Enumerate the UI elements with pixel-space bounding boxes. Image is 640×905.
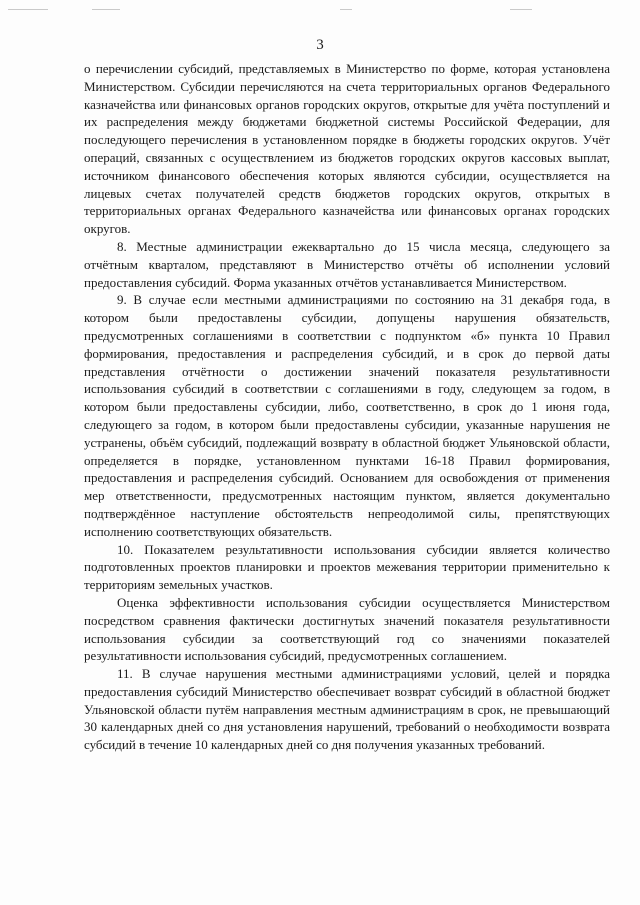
- paragraph-9: 9. В случае если местными администрациями по состоянию на 31 декабря года, в котором были предоставлены субсидии, допущены нарушения обязательств, предусмотренных соглашениями в соответствии с подпунктом «б» пункта 10 Правил формирования, предоставления и распределения субсидий, и в срок до первой даты представления отчётности о достижении значений показателя результативности использования субсидий в соответствии с соглашениями в году, следующем за годом, в котором были предоставлены субсидии, либо, соответственно, в срок до 1 июня года, следующего за годом, в котором были предоставлены субсидии, указанные нарушения не устранены, объём субсидий, подлежащий возврату в областной бюджет Ульяновской области, определяется в порядке, установленном пунктами 16-18 Правил формирования, предоставления и распределения субсидий. Основанием для освобождения от применения мер ответственности, предусмотренных настоящим пунктом, является документально подтверждённое наступление обстоятельств непреодолимой силы, препятствующих исполнению соответствующих обязательств.: [84, 292, 610, 539]
- scan-artifact: [8, 9, 48, 10]
- scan-artifact: [92, 9, 120, 10]
- paragraph-8: 8. Местные администрации ежеквартально до 15 числа месяца, следующего за отчётным кварталом, представляют в Министерство отчёты об исполнении условий предоставления субсидий. Форма указанных отчётов устанавливается Министерством.: [84, 238, 610, 290]
- scan-artifact: [510, 9, 532, 10]
- paragraph-subsidies-list-continued: о перечислении субсидий, представляемых в Министерство по форме, которая установлена Министерством. Субсидии перечисляются на счета территориальных органов Федерального казначейства или финансовых органов городских округов, открытые для учёта поступлений и их распределения между бюджетами бюджетной системы Российской Федерации, для последующего перечисления в установленном порядке в бюджеты городских округов. Учёт операций, связанных с осуществлением из бюджетов городских округов кассовых выплат, источником финансового обеспечения которых являются субсидии, осуществляется на лицевых счетах получателей средств бюджетов городских округов, открытых в территориальных органах Федерального казначейства или финансовых органах городских округов.: [84, 61, 610, 237]
- document-body: [84, 60, 610, 754]
- page-number: 3: [316, 37, 324, 53]
- paragraph-10-evaluation: Оценка эффективности использования субсидии осуществляется Министерством посредством сравнения фактически достигнутых значений показателя результативности использования субсидии за соответствующий год со значениями показателей результативности использования субсидий, предусмотренных соглашением.: [84, 594, 610, 664]
- paragraph-10: 10. Показателем результативности использования субсидии является количество подготовленных проектов планировки и проектов межевания территории применительно к территориям земельных участков.: [84, 541, 610, 593]
- paragraph-11: 11. В случае нарушения местными администрациями условий, целей и порядка предоставления субсидий Министерство обеспечивает возврат субсидий в областной бюджет Ульяновской области путём направления местным администрациям в срок, не превышающий 30 календарных дней со дня установления нарушений, требований о необходимости возврата субсидий в течение 10 календарных дней со дня получения указанных требований.: [84, 666, 610, 753]
- scan-artifact: [340, 9, 352, 10]
